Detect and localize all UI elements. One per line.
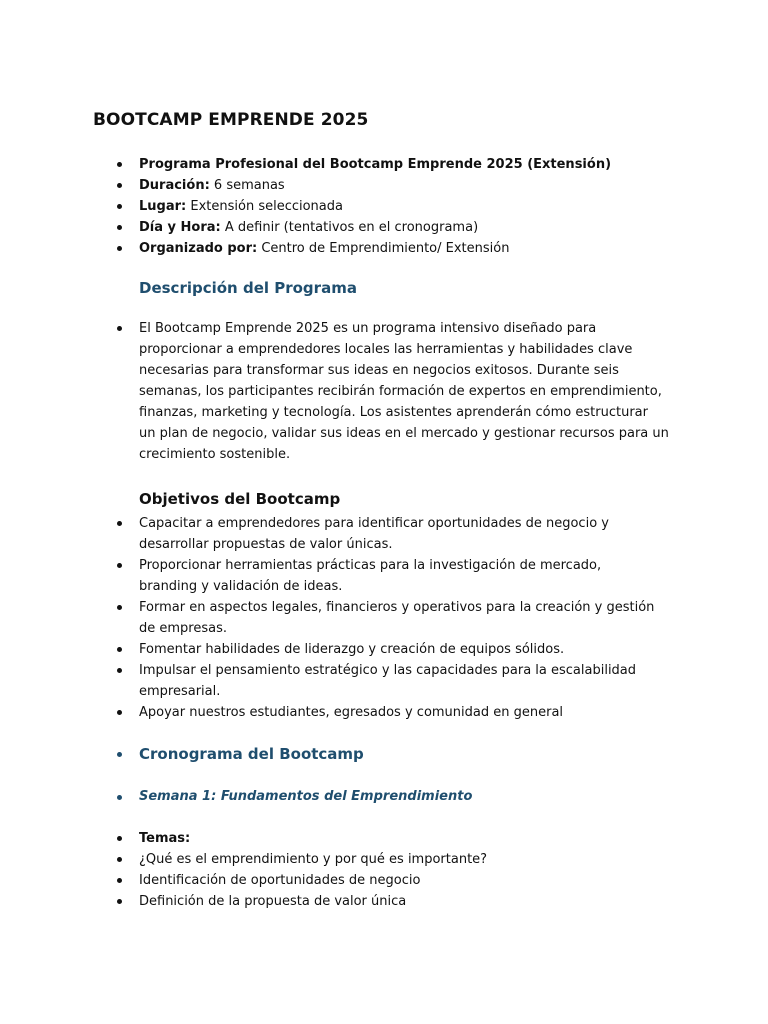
list-item: Proporcionar herramientas prácticas para la investigación de mercado, branding y validación de ideas. — [115, 555, 695, 597]
description-heading: Descripción del Programa — [139, 279, 357, 297]
description-paragraph: El Bootcamp Emprende 2025 es un programa intensivo diseñado para proporcionar a emprendedores locales las herramientas y habilidades clave necesarias para transformar sus ideas en negocios exitosos. Durante seis semanas, los participantes recibirán formación de expertos en emprendimiento, finanzas, marketing y tecnología. Los asistentes aprenderán cómo estructurar un plan de negocio, validar sus ideas en el mercado y gestionar recursos para un crecimiento sostenible. — [115, 318, 695, 465]
info-value-datetime: A definir (tentativos en el cronograma) — [220, 220, 479, 235]
info-label-place: Lugar: — [139, 199, 187, 214]
list-item: Fomentar habilidades de liderazgo y creación de equipos sólidos. — [115, 639, 695, 660]
list-item — [115, 196, 695, 217]
list-item — [115, 238, 695, 259]
document-title: BOOTCAMP EMPRENDE 2025 — [93, 110, 369, 130]
list-item — [115, 154, 695, 175]
list-item: Capacitar a emprendedores para identificar oportunidades de negocio y desarrollar propuestas de valor únicas. — [115, 513, 695, 555]
info-label-datetime: Día y Hora: — [139, 220, 221, 235]
list-item: Identificación de oportunidades de negocio — [115, 870, 695, 891]
program-name: Programa Profesional del Bootcamp Emprende 2025 (Extensión) — [139, 157, 612, 172]
list-item: ¿Qué es el emprendimiento y por qué es importante? — [115, 849, 695, 870]
week-1-heading: Semana 1: Fundamentos del Emprendimiento — [115, 787, 699, 807]
program-info-list — [115, 154, 695, 259]
info-label-organizer: Organizado por: — [139, 241, 258, 256]
info-label-duration: Duración: — [139, 178, 210, 193]
schedule-heading: Cronograma del Bootcamp — [115, 743, 699, 765]
list-item: Formar en aspectos legales, financieros y operativos para la creación y gestión de empresas. — [115, 597, 695, 639]
list-item — [115, 217, 695, 238]
list-item: Definición de la propuesta de valor única — [115, 891, 695, 912]
info-value-duration: 6 semanas — [209, 178, 285, 193]
list-item — [115, 175, 695, 196]
list-item: Apoyar nuestros estudiantes, egresados y comunidad en general — [115, 702, 695, 723]
list-item: Impulsar el pensamiento estratégico y las capacidades para la escalabilidad empresarial. — [115, 660, 695, 702]
info-value-place: Extensión seleccionada — [186, 199, 343, 214]
objectives-list — [115, 513, 695, 723]
description-list — [115, 318, 695, 465]
objectives-heading: Objetivos del Bootcamp — [139, 490, 341, 508]
topics-label: Temas: — [139, 831, 191, 846]
topics-list — [115, 828, 695, 912]
info-value-organizer: Centro de Emprendimiento/ Extensión — [257, 241, 510, 256]
list-item — [115, 828, 695, 849]
